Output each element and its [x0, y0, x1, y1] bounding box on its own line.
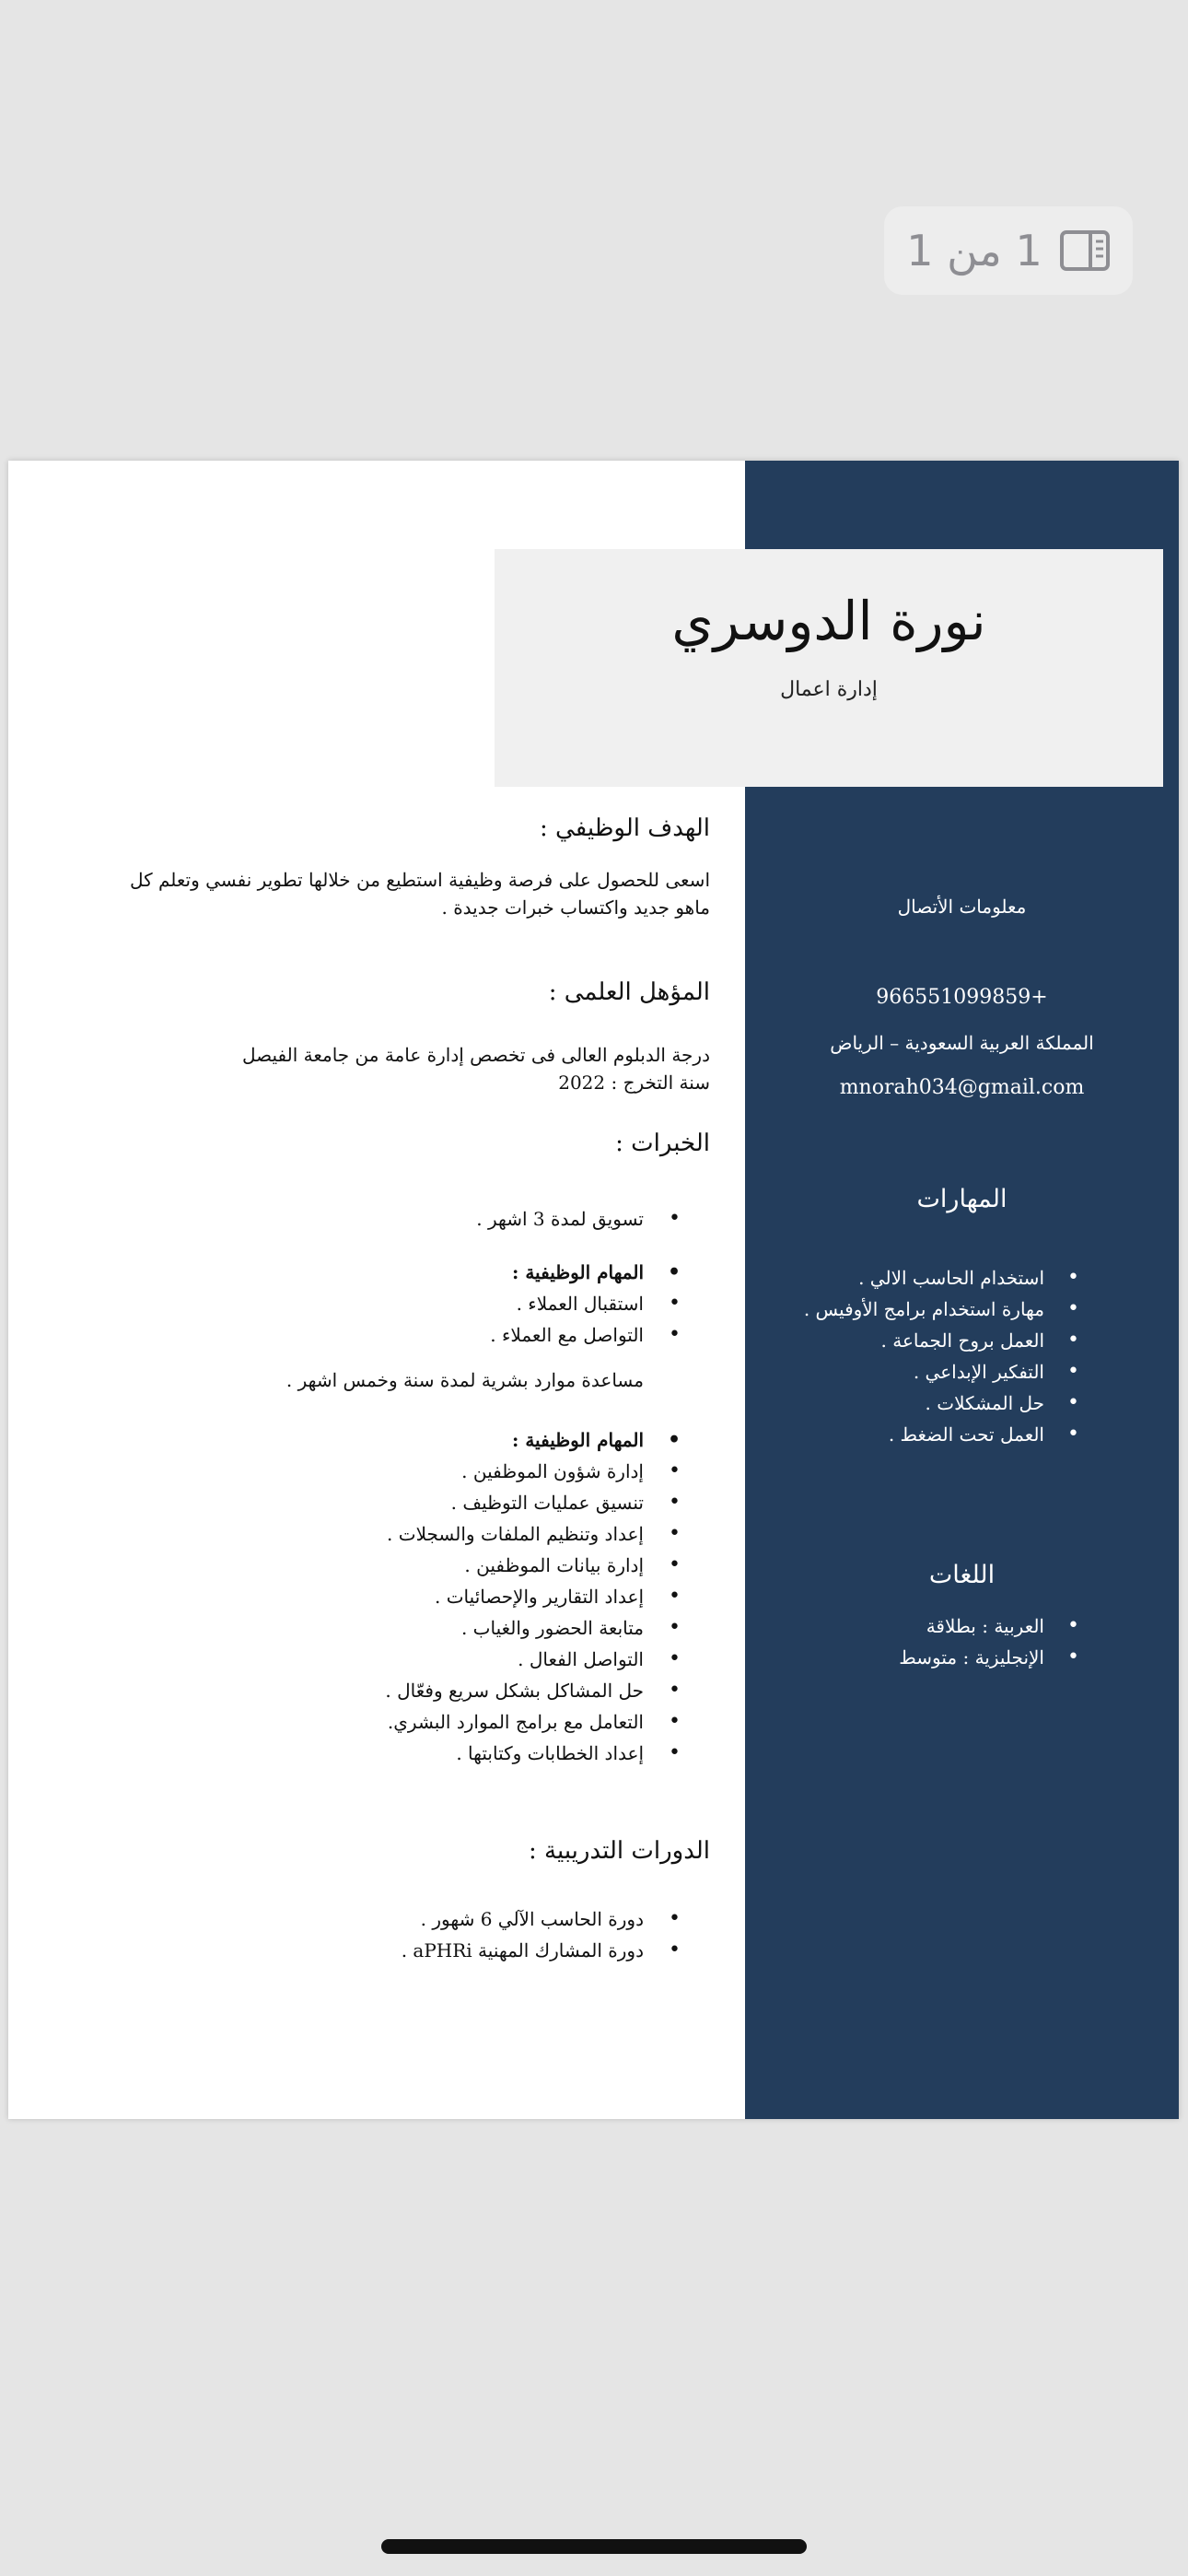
person-title: إدارة اعمال: [780, 678, 878, 701]
qualification-line-2: سنة التخرج : 2022: [558, 1071, 710, 1094]
page-indicator[interactable]: [884, 206, 1133, 295]
job2-tasks-list: [385, 1424, 690, 1769]
list-item: • إعداد التقارير والإحصائيات .: [385, 1581, 690, 1612]
list-item: • تنسيق عمليات التوظيف .: [385, 1487, 690, 1518]
list-item: • استقبال العملاء .: [490, 1288, 690, 1319]
list-item: • دورة المشارك المهنية aPHRi .: [402, 1935, 690, 1966]
courses-heading: الدورات التدريبية :: [529, 1837, 710, 1865]
page-sidebar-icon: [1059, 229, 1111, 272]
contact-heading: معلومات الأتصال: [897, 896, 1027, 918]
qualification-line-1: درجة الدبلوم العالى فى تخصص إدارة عامة من جامعة الفيصل: [241, 1044, 710, 1066]
job2-title: مساعدة موارد بشرية لمدة سنة وخمس اشهر .: [285, 1369, 644, 1391]
resume-document: [8, 461, 1179, 2119]
list-item: • التواصل الفعال .: [385, 1644, 690, 1675]
job1-tasks-label: • المهام الوظيفية :: [490, 1257, 690, 1288]
list-item: • مهارة استخدام برامج الأوفيس .: [804, 1294, 1087, 1325]
contact-location: المملكة العربية السعودية – الرياض: [830, 1032, 1094, 1054]
job1-item: • تسويق لمدة 3 اشهر .: [476, 1203, 690, 1235]
list-item: • حل المشاكل بشكل سريع وفعّال .: [385, 1675, 690, 1706]
skills-list: [804, 1262, 1087, 1450]
sidebar-content: [745, 461, 1179, 2119]
list-item: • دورة الحاسب الآلي 6 شهور .: [402, 1903, 690, 1935]
main-column: [8, 461, 745, 2119]
list-item: • إعداد وتنظيم الملفات والسجلات .: [385, 1518, 690, 1550]
languages-heading: اللغات: [928, 1561, 996, 1589]
page-count-label: 1 من 1: [906, 226, 1042, 275]
person-name: نورة الدوسري: [671, 590, 986, 652]
contact-phone: +966551099859: [876, 986, 1048, 1009]
job1-tasks-list: [490, 1257, 690, 1351]
qualification-heading: المؤهل العلمى :: [548, 978, 710, 1006]
list-item: • التفكير الإبداعي .: [804, 1356, 1087, 1388]
job1-list: [476, 1203, 690, 1235]
objective-line-2: ماهو جديد واكتساب خبرات جديدة .: [441, 896, 710, 919]
list-item: • العمل بروح الجماعة .: [804, 1325, 1087, 1356]
skills-heading: المهارات: [916, 1185, 1007, 1213]
list-item: • متابعة الحضور والغياب .: [385, 1612, 690, 1644]
job2-tasks-label: • المهام الوظيفية :: [385, 1424, 690, 1456]
list-item: • استخدام الحاسب الالي .: [804, 1262, 1087, 1294]
objective-heading: الهدف الوظيفي :: [540, 814, 710, 842]
list-item: • العربية : بطلاقة: [899, 1610, 1087, 1642]
list-item: • إدارة شؤون الموظفين .: [385, 1456, 690, 1487]
list-item: • التعامل مع برامج الموارد البشري.: [385, 1706, 690, 1738]
list-item: • الإنجليزية : متوسط: [899, 1642, 1087, 1673]
list-item: • حل المشكلات .: [804, 1388, 1087, 1419]
courses-list: [402, 1903, 690, 1966]
home-indicator[interactable]: [381, 2539, 807, 2554]
list-item: • العمل تحت الضغط .: [804, 1419, 1087, 1450]
list-item: • إدارة بيانات الموظفين .: [385, 1550, 690, 1581]
objective-line-1: اسعى للحصول على فرصة وظيفية استطيع من خلالها تطوير نفسي وتعلم كل: [129, 869, 710, 891]
contact-email: mnorah034@gmail.com: [839, 1076, 1085, 1099]
list-item: • إعداد الخطابات وكتابتها .: [385, 1738, 690, 1769]
list-item: • التواصل مع العملاء .: [490, 1319, 690, 1351]
experience-heading: الخبرات :: [615, 1130, 710, 1157]
languages-list: [899, 1610, 1087, 1673]
